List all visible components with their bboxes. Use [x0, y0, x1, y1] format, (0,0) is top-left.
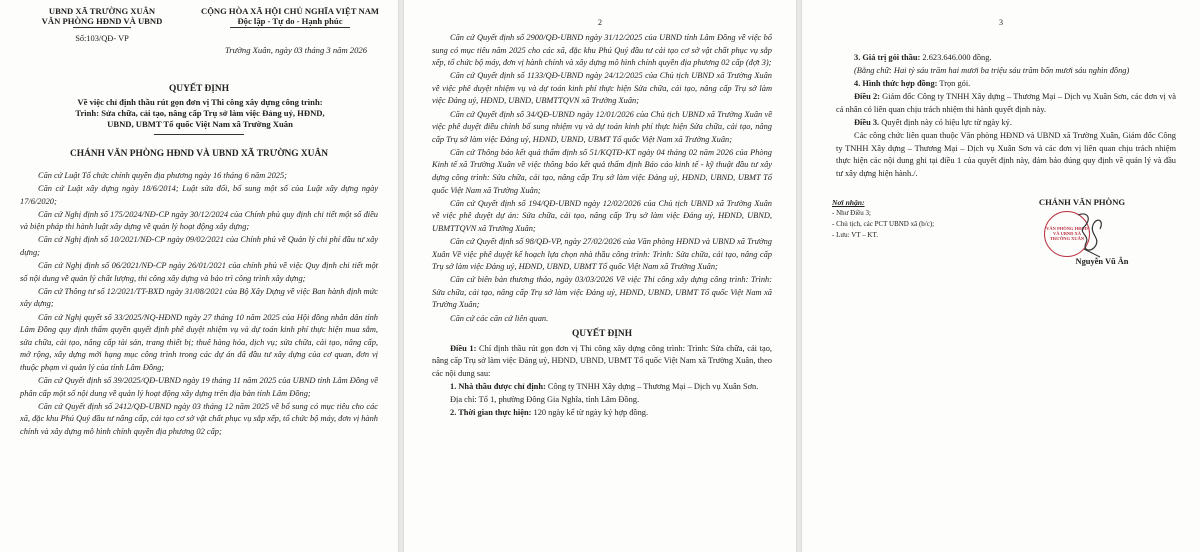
subtitle-line-3: UBND, UBMT Tổ quốc Việt Nam xã Trường Xuân — [107, 119, 293, 129]
contractor-address: Địa chỉ: Tổ 1, phường Đông Gia Nghĩa, tỉnh Lâm Đồng. — [450, 395, 640, 405]
document-page-2 — [404, 0, 796, 552]
legal-basis-item: Căn cứ biên bản thương thảo, ngày 03/03/2026 Về việc Thi công xây dựng công trình: Trình: Sửa chữa, cải tạo, nâng cấp Trụ sở làm việc Đảng uỷ, HĐND, UBND, UBMT Tổ quốc Việt Nam xã Trường Xuân; — [432, 275, 772, 310]
issuing-agency-header — [22, 6, 182, 44]
item-2-label: 2. Thời gian thực hiện: — [450, 408, 532, 418]
legal-basis-item: Căn cứ Quyết định số 2900/QĐ-UBND ngày 31/12/2025 của UBND tỉnh Lâm Đồng về việc bổ sung có mục tiêu năm 2025 cho các xã, đặc khu Phú Quý đầu tư cải tạo cơ sở vật chất phục vụ sắp xếp, tổ chức bộ máy, đơn vị hành chính và xây dựng mô hình chính quyền địa phương 02 cấp (đợt 3); — [432, 33, 772, 68]
item-2-text: 120 ngày kể từ ngày ký hợp đồng. — [531, 408, 649, 418]
legal-basis-item: Căn cứ Thông tư số 12/2021/TT-BXD ngày 31/08/2021 của Bộ Xây Dựng về việc Ban hành định mức xây dựng; — [20, 286, 378, 309]
legal-basis-list-continued — [432, 32, 772, 420]
document-page-1 — [0, 0, 398, 552]
page-number: 3 — [999, 18, 1003, 27]
document-subtitle — [14, 97, 386, 130]
issuing-authority: CHÁNH VĂN PHÒNG HĐND VÀ UBND XÃ TRƯỜNG XUÂN — [70, 149, 328, 159]
org-left-line-1: UBND XÃ TRƯỜNG XUÂN — [48, 6, 156, 16]
org-left-line-2: VĂN PHÒNG HĐND VÀ UBND — [41, 16, 163, 26]
legal-basis-item: Căn cứ Luật xây dựng ngày 18/6/2014; Luật sửa đổi, bổ sung một số của Luật xây dựng ngày 17/6/2020; — [20, 184, 378, 206]
item-3-text: 2.623.646.000 đồng. — [920, 53, 992, 62]
item-4-label: 4. Hình thức hợp đồng: — [854, 79, 938, 89]
article-1 — [432, 343, 772, 381]
item-1-text: Công ty TNHH Xây dựng – Thương Mại – Dịch vụ Xuân Sơn. — [545, 382, 759, 392]
country-name: CỘNG HÒA XÃ HỘI CHỦ NGHĨA VIỆT NAM — [200, 6, 380, 16]
motto-underline — [230, 27, 350, 28]
article-3 — [836, 117, 1176, 130]
item-3-label: 3. Giá trị gói thầu: — [854, 53, 921, 62]
stamp-text: VĂN PHÒNG HĐND VÀ UBND XÃ TRƯỜNG XUÂN — [1046, 226, 1088, 241]
legal-basis-item: Căn cứ Nghị định số 06/2021/NĐ-CP ngày 26/01/2021 của chính phủ về việc Quy định chi tiết một số nội dung về quản lý chất lượng, thi công xây dựng và bảo trì công trình xây dựng; — [20, 261, 378, 283]
article-1-item-1 — [432, 381, 772, 394]
subtitle-line-1: Về việc chỉ định thầu rút gọn đơn vị Thi công xây dựng công trình: — [77, 97, 323, 107]
document-page-3 — [802, 0, 1200, 552]
recipient-item: - Như Điều 3; — [832, 209, 871, 217]
legal-basis-item: Căn cứ Thông báo kết quả thẩm định số 51/KQTĐ-KT ngày 04 tháng 02 năm 2026 của Phòng Kinh tế xã Trường Xuân về việc thông báo kết quả thẩm định Báo cáo kinh tế - kỹ thuật đầu tư xây dựng công trình: Sửa chữa, cải tạo, nâng cấp Trụ sở làm việc Đảng uỷ, HĐND, UBND, UBMT Tổ quốc Việt Nam xã Trường Xuân; — [432, 147, 772, 195]
article-1-item-2 — [432, 407, 772, 420]
document-number: Số:103/QĐ- VP — [75, 34, 129, 43]
legal-basis-item: Căn cứ Quyết định số 2412/QĐ-UBND ngày 03 tháng 12 năm 2025 về bổ sung có mục tiêu cho các xã, đặc khu Phú Quý đầu tư nâng cấp, cải tạo cơ sở vật chất phục vụ sắp xếp, tổ chức bộ máy, đơn vị hành chính và xây dựng mô hình chính quyền địa phương 02 cấp; — [20, 401, 378, 436]
legal-basis-item: Căn cứ Quyết định số 34/QĐ-UBND ngày 12/01/2026 của Chủ tịch UBND xã Trường Xuân về việc phê duyệt điều chỉnh bổ sung nhiệm vụ và dự toán kinh phí thực hiện Sửa chữa, cải tạo, nâng cấp Trụ sở làm việc Đảng uỷ, HĐND, UBND, UBMT Tổ quốc Việt Nam xã Trường Xuân; — [432, 109, 772, 144]
legal-basis-item: Căn cứ Quyết định số 98/QĐ-VP, ngày 27/02/2026 của Văn phòng HĐND và UBND xã Trường Xuân Về việc phê duyệt kế hoạch lựa chọn nhà thầu công trình: Trình: Sửa chữa, cải tạo, nâng cấp Trụ sở làm việc Đảng uỷ, HĐND, UBND, UBMT Tổ quốc Việt Nam xã Trường Xuân; — [432, 237, 772, 272]
page-number: 2 — [598, 18, 602, 27]
article-1-item-4 — [836, 78, 1176, 91]
legal-basis-item: Căn cứ Nghị định số 175/2024/NĐ-CP ngày 30/12/2024 của Chính phủ quy định chi tiết một số điều và biện pháp thi hành luật xây dựng về quản lý hoạt động xây dựng; — [20, 209, 378, 232]
signature-block — [992, 197, 1172, 266]
item-4-text: Trọn gói. — [937, 79, 971, 89]
header-underline — [73, 27, 131, 28]
article-2-label: Điều 2: — [854, 92, 880, 102]
document-title: QUYẾT ĐỊNH — [169, 84, 229, 94]
amount-in-words: (Bằng chữ: Hai tỷ sáu trăm hai mươi ba triệu sáu trăm bốn mươi sáu nghìn đồng) — [854, 66, 1130, 76]
subtitle-line-2: Trình: Sửa chữa, cải tạo, nâng cấp Trụ sở làm việc Đảng uỷ, HĐND, — [75, 108, 325, 118]
article-3-label: Điều 3. — [854, 117, 880, 127]
recipients-label: Nơi nhận: — [832, 198, 865, 207]
legal-basis-item: Căn cứ Quyết định số 39/2025/QĐ-UBND ngày 19 tháng 11 năm 2025 của UBND tỉnh Lâm Đồng về phân cấp một số nội dung về quản lý hoạt động xây dựng trên địa bàn tỉnh Lâm Đồng; — [20, 376, 378, 398]
article-2 — [836, 91, 1176, 116]
national-header — [188, 6, 392, 28]
signer-name: Nguyễn Vũ Ân — [1075, 257, 1129, 266]
country-motto: Độc lập - Tự do - Hạnh phúc — [237, 16, 343, 26]
recipient-item: - Lưu: VT – KT. — [832, 231, 878, 239]
article-3-text: Quyết định này có hiệu lực từ ngày ký. — [879, 117, 1012, 127]
decision-heading: QUYẾT ĐỊNH — [572, 329, 632, 340]
legal-basis-item: Căn cứ Luật Tổ chức chính quyền địa phương ngày 16 tháng 6 năm 2025; — [38, 171, 287, 180]
document-date: Trường Xuân, ngày 03 tháng 3 năm 2026 — [224, 45, 367, 55]
signer-title: CHÁNH VĂN PHÒNG — [1038, 197, 1126, 207]
article-2-text: Giám đốc Công ty TNHH Xây dựng – Thương Mại – Dịch vụ Xuân Sơn, các đơn vị và cá nhân có liên quan chịu trách nhiệm thi hành quyết định này. — [836, 92, 1176, 114]
closing-paragraph: Các công chức liên quan thuộc Văn phòng HĐND và UBND xã Trường Xuân, Giám đốc Công ty TNHH Xây dựng – Thương Mại – Dịch vụ Xuân Sơn và các đơn vị liên quan chịu trách nhiệm thực hiện các nội dung ghi tại điều 1 của quyết định này, đảm bảo đúng quy định về quản lý và đầu tư xây dựng hiện hành./. — [836, 131, 1176, 178]
legal-basis-item: Căn cứ Nghị định số 10/2021/NĐ-CP ngày 09/02/2021 của Chính phủ về Quản lý chi phí đầu tư xây dựng; — [20, 235, 378, 258]
article-1-label: Điều 1: — [450, 343, 477, 353]
article-1-text: Chỉ định thầu rút gọn đơn vị Thi công xây dựng công trình: Trình: Sửa chữa, cải tạo, nâng cấp Trụ sở làm việc Đảng uỷ, HĐND, UBND, UBMT Tổ quốc Việt Nam xã Trường Xuân, theo các nội dung sau: — [432, 343, 772, 378]
legal-basis-item: Căn cứ Quyết định số 194/QĐ-UBND ngày 12/02/2026 của Chủ tịch UBND xã Trường Xuân về việc phê duyệt dự án: Sửa chữa, cải tạo, nâng cấp Trụ sở làm việc Đảng uỷ, HĐND, UBND, UBMTTQVN xã Trường Xuân; — [432, 198, 772, 233]
legal-basis-item: Căn cứ Nghị quyết số 33/2025/NQ-HĐND ngày 27 tháng 10 năm 2025 của Hội đồng nhân dân tỉnh Lâm Đồng quy định thẩm quyền quyết định phê duyệt nhiệm vụ và dự toán kinh phí thực hiện mua sắm, sửa chữa, cải tạo, nâng cấp tài sản, trang thiết bị; thuê hàng hóa, dịch vụ; sửa chữa, cải tạo, nâng cấp, mở rộng, xây dựng mới hạng mục công trình trong các dự án đã đầu tư xây dựng của cơ quan, đơn vị thuộc phạm vi quản lý của tỉnh Lâm Đồng; — [20, 312, 378, 372]
legal-basis-item: Căn cứ các căn cứ liên quan. — [450, 313, 549, 323]
decision-articles — [836, 52, 1176, 181]
handwritten-signature — [1070, 209, 1110, 261]
legal-basis-item: Căn cứ Quyết định số 1133/QĐ-UBND ngày 24/12/2025 của Chủ tịch UBND xã Trường Xuân về việc phê duyệt nhiệm vụ và dự toán kinh phí thực hiện Sửa chữa, cải tạo, nâng cấp Trụ sở làm việc Đảng uỷ, HĐND, UBND, UBMTTQVN xã Trường Xuân; — [432, 71, 772, 106]
recipient-item: - Chủ tịch, các PCT UBND xã (b/c); — [832, 220, 935, 228]
recipients-block — [832, 197, 982, 241]
subtitle-underline — [154, 134, 244, 135]
item-1-label: 1. Nhà thầu được chỉ định: — [450, 382, 546, 392]
article-1-item-3 — [836, 52, 1176, 65]
legal-basis-list — [20, 170, 378, 439]
